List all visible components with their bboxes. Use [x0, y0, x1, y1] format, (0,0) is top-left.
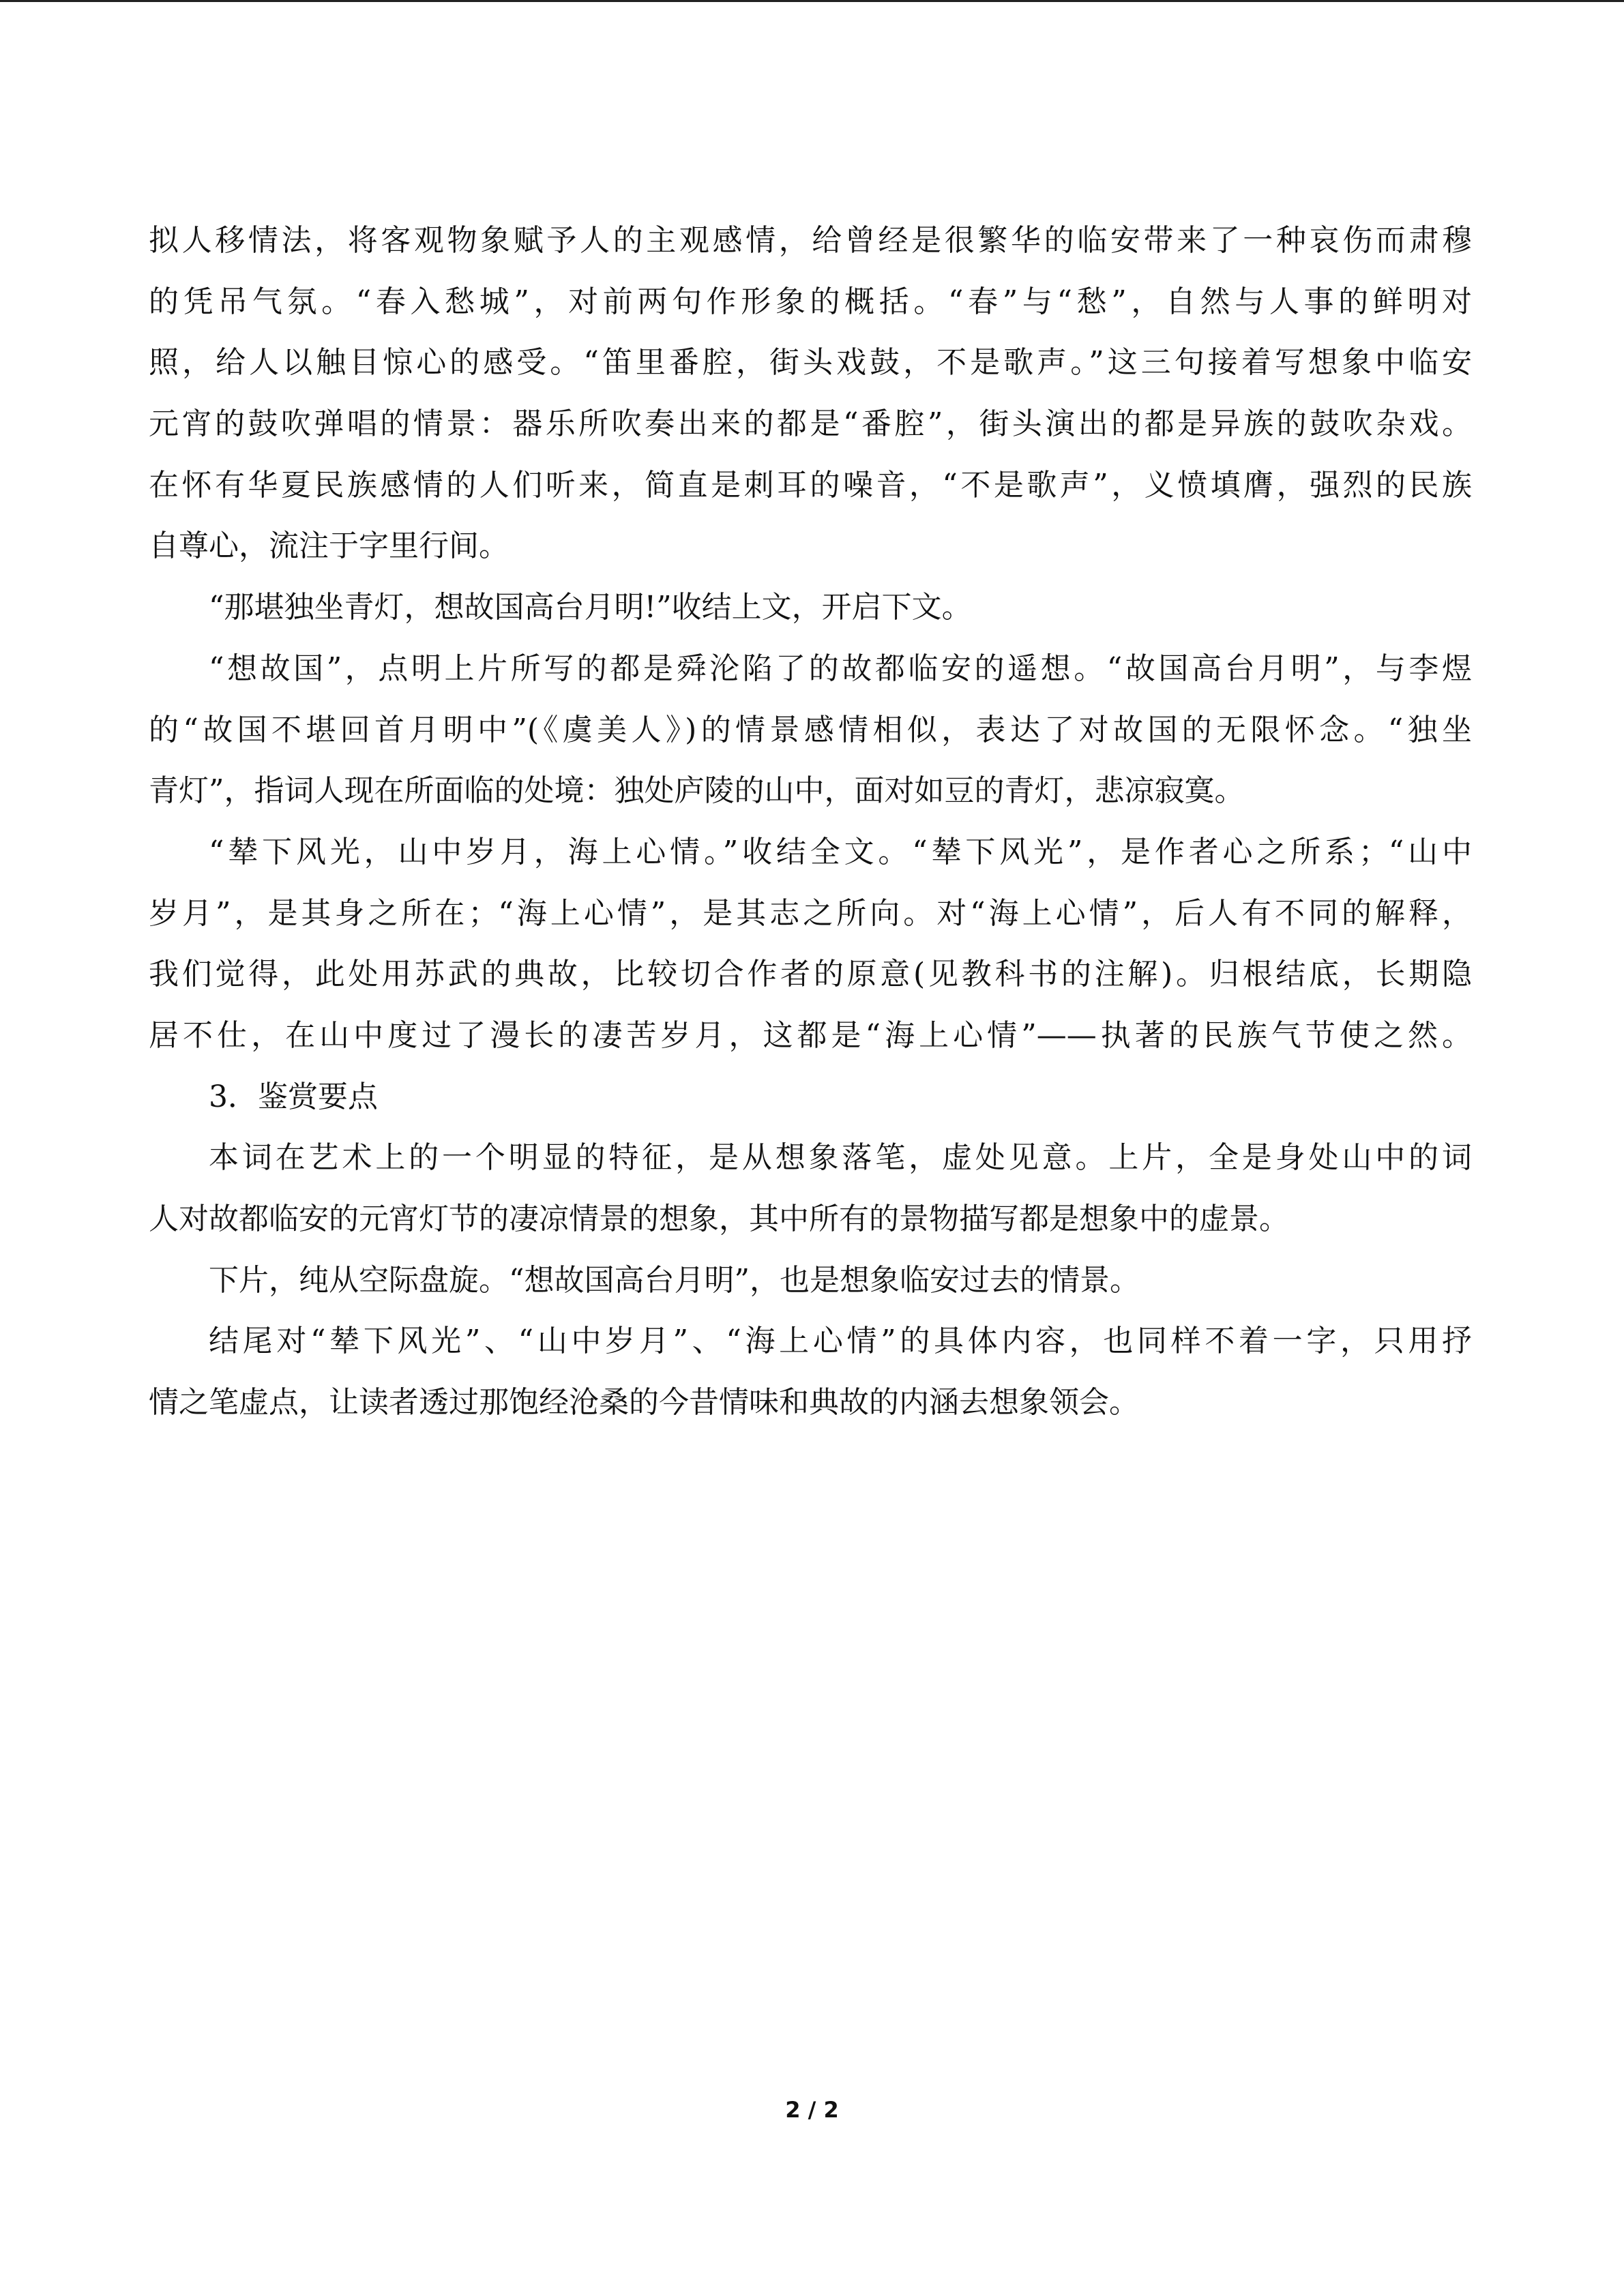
text-line: “辇下风光，山中岁月，海上心情。”收结全文。“辇下风光”，是作者心之所系；“山中 — [209, 834, 1472, 869]
page-number: 2 / 2 — [785, 2097, 839, 2123]
section-heading: 3．鉴赏要点 — [209, 1079, 378, 1114]
text-line: 情之笔虚点，让读者透过那饱经沧桑的今昔情味和典故的内涵去想象领会。 — [149, 1385, 1139, 1420]
text-line: 自尊心，流注于字里行间。 — [149, 528, 509, 564]
document-body — [149, 210, 1472, 1433]
page-top-border — [0, 0, 1624, 2]
text-line: 结尾对“辇下风光”、“山中岁月”、“海上心情”的具体内容，也同样不着一字，只用抒 — [209, 1324, 1472, 1359]
text-line: 岁月”，是其身之所在；“海上心情”，是其志之所向。对“海上心情”，后人有不同的解释， — [149, 895, 1472, 931]
text-line: 的凭吊气氛。“春入愁城”，对前两句作形象的概括。“春”与“愁”，自然与人事的鲜明对 — [149, 284, 1472, 319]
text-line: “那堪独坐青灯，想故国高台月明!”收结上文，开启下文。 — [209, 590, 972, 625]
text-line: 的“故国不堪回首月明中”(《虞美人》)的情景感情相似，表达了对故国的无限怀念。“独坐 — [149, 712, 1472, 747]
text-line: 居不仕，在山中度过了漫长的凄苦岁月，这都是“海上心情”——执著的民族气节使之然。 — [149, 1017, 1472, 1053]
text-line: 照，给人以触目惊心的感受。“笛里番腔，街头戏鼓，不是歌声。”这三句接着写想象中临安 — [149, 345, 1472, 381]
text-line: 下片，纯从空际盘旋。“想故国高台月明”，也是想象临安过去的情景。 — [209, 1262, 1140, 1298]
text-line: 在怀有华夏民族感情的人们听来，简直是刺耳的噪音，“不是歌声”，义愤填膺，强烈的民族 — [149, 467, 1472, 503]
text-line: 青灯”，指词人现在所面临的处境：独处庐陵的山中，面对如豆的青灯，悲凉寂寞。 — [149, 773, 1245, 809]
text-line: 人对故都临安的元宵灯节的凄凉情景的想象，其中所有的景物描写都是想象中的虚景。 — [149, 1202, 1289, 1236]
text-line: 元宵的鼓吹弹唱的情景：器乐所吹奏出来的都是“番腔”，街头演出的都是异族的鼓吹杂戏。 — [149, 406, 1472, 442]
text-line: 本词在艺术上的一个明显的特征，是从想象落笔，虚处见意。上片，全是身处山中的词 — [209, 1140, 1472, 1176]
text-line: 拟人移情法，将客观物象赋予人的主观感情，给曾经是很繁华的临安带来了一种哀伤而肃穆 — [149, 223, 1472, 258]
text-line: “想故国”，点明上片所写的都是舜沦陷了的故都临安的遥想。“故国高台月明”，与李煜 — [209, 651, 1472, 686]
text-line: 我们觉得，此处用苏武的典故，比较切合作者的原意(见教科书的注解)。归根结底，长期隐 — [149, 957, 1472, 992]
